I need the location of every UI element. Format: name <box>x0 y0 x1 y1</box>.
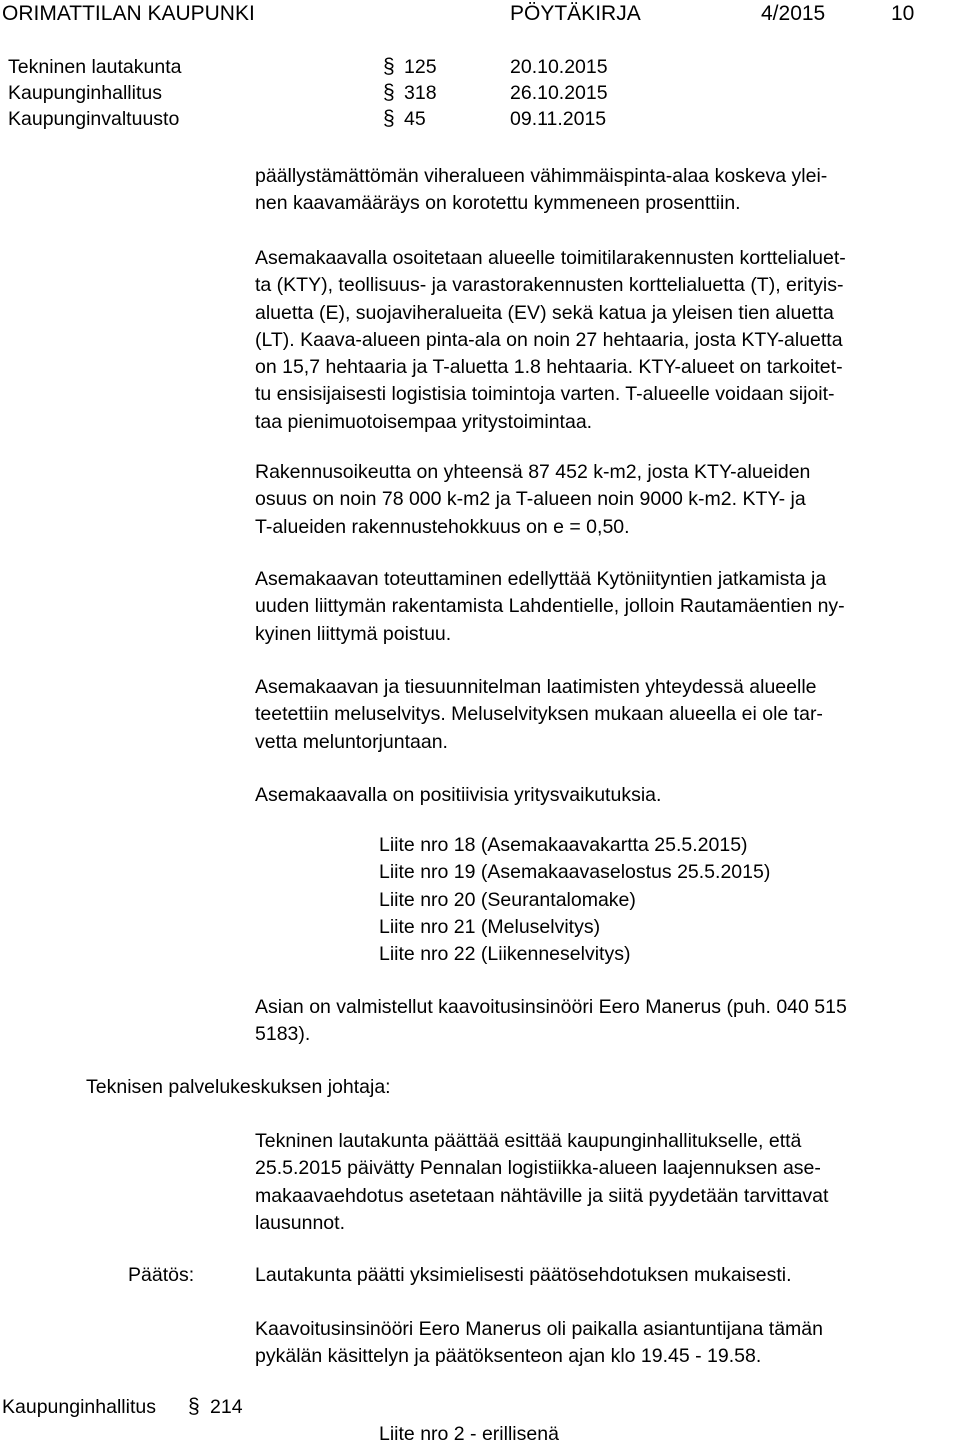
preparer-info: Asian on valmistellut kaavoitusinsinööri Eero Manerus (puh. 040 515 5183). <box>255 996 847 1046</box>
next-body: Kaupunginhallitus <box>2 1396 156 1418</box>
document-type: PÖYTÄKIRJA <box>510 2 641 25</box>
paragraph-building-rights: Rakennusoikeutta on yhteensä 87 452 k-m2, josta KTY-alueiden osuus on noin 78 000 k-m2 ja T-alueen noin 9000 k-m2. KTY- ja T-alueiden rakennustehokkuus on e = 0,50. <box>255 461 811 538</box>
proposal-text: Tekninen lautakunta päättää esittää kaupunginhallitukselle, että 25.5.2015 päivätty Pennalan logistiikka-alueen laajennuksen ase- makaavaehdotus asetetaan nähtäville ja siitä pyydetään tarvittavat lausunnot. <box>255 1130 829 1234</box>
attachment-item: Liite nro 20 (Seurantalomake) <box>379 888 636 911</box>
svg-text:§: § <box>383 81 395 104</box>
meeting-section: 318 <box>404 82 437 104</box>
section-sign-icon <box>380 54 402 78</box>
meeting-section: 45 <box>404 108 426 130</box>
section-sign-icon <box>185 1394 207 1418</box>
attachment-item: Liite nro 21 (Meluselvitys) <box>379 915 601 938</box>
paragraph-zoning-areas: Asemakaavalla osoitetaan alueelle toimitilarakennusten korttelialuet- ta (KTY), teollisuus- ja varastorakennusten korttelialuetta (T), erityis- aluetta (E), suojaviheralueita (EV) sekä katua ja yleisen tien aluetta (LT). Kaava-alueen pinta-ala on noin 27 hehtaaria, josta KTY-aluetta on 15,7 hehtaaria ja T-aluetta 1.8 hehtaaria. KTY-alueet on tarkoitet- tu ensisijaisesti logistisia toimintoja varten. T-alueelle voidaan sijoit- taa pienimuotoisempaa yritystoimintaa. <box>255 247 846 433</box>
section-sign-icon <box>380 80 402 104</box>
svg-text:§: § <box>383 55 395 78</box>
next-section: 214 <box>210 1396 243 1418</box>
meeting-body: Tekninen lautakunta <box>8 56 182 78</box>
page-number: 10 <box>891 2 915 25</box>
expert-note: Kaavoitusinsinööri Eero Manerus oli paikalla asiantuntijana tämän pykälän käsittelyn ja päätöksenteon ajan klo 19.45 - 19.58. <box>255 1318 823 1368</box>
paragraph-business-impact: Asemakaavalla on positiivisia yritysvaikutuksia. <box>255 784 662 806</box>
decision-text: Lautakunta päätti yksimielisesti päätösehdotuksen mukaisesti. <box>255 1264 792 1286</box>
meeting-date: 09.11.2015 <box>510 108 607 130</box>
decision-label: Päätös: <box>128 1264 195 1286</box>
organization-name: ORIMATTILAN KAUPUNKI <box>2 2 255 25</box>
attachment-list <box>379 832 939 968</box>
meeting-body: Kaupunginvaltuusto <box>8 108 180 130</box>
next-attachment: Liite nro 2 - erillisenä <box>379 1423 559 1445</box>
meeting-date: 20.10.2015 <box>510 56 608 78</box>
meeting-section: 125 <box>404 56 437 78</box>
document-number: 4/2015 <box>761 2 826 25</box>
meeting-body: Kaupunginhallitus <box>8 82 162 104</box>
paragraph-road-connection: Asemakaavan toteuttaminen edellyttää Kytöniityntien jatkamista ja uuden liittymän rakentamista Lahdentielle, jolloin Rautamäentien ny- kyinen liittymä poistuu. <box>255 568 845 645</box>
attachment-item: Liite nro 18 (Asemakaavakartta 25.5.2015) <box>379 834 748 856</box>
meeting-date: 26.10.2015 <box>510 82 608 104</box>
svg-text:§: § <box>383 107 395 130</box>
paragraph-noise-survey: Asemakaavan ja tiesuunnitelman laatimisten yhteydessä alueelle teetettiin meluselvitys. Meluselvityksen mukaan alueella ei ole tar- vetta meluntorjuntaan. <box>255 676 823 753</box>
svg-text:§: § <box>188 1395 200 1418</box>
attachment-item: Liite nro 22 (Liikenneselvitys) <box>379 943 631 966</box>
attachment-item: Liite nro 19 (Asemakaavaselostus 25.5.2015) <box>379 861 771 884</box>
paragraph-green-area: päällystämättömän viheralueen vähimmäispinta-alaa koskeva ylei- nen kaavamääräys on korotettu kymmeneen prosenttiin. <box>255 165 828 215</box>
proposal-label: Teknisen palvelukeskuksen johtaja: <box>86 1076 391 1098</box>
section-sign-icon <box>380 106 402 130</box>
